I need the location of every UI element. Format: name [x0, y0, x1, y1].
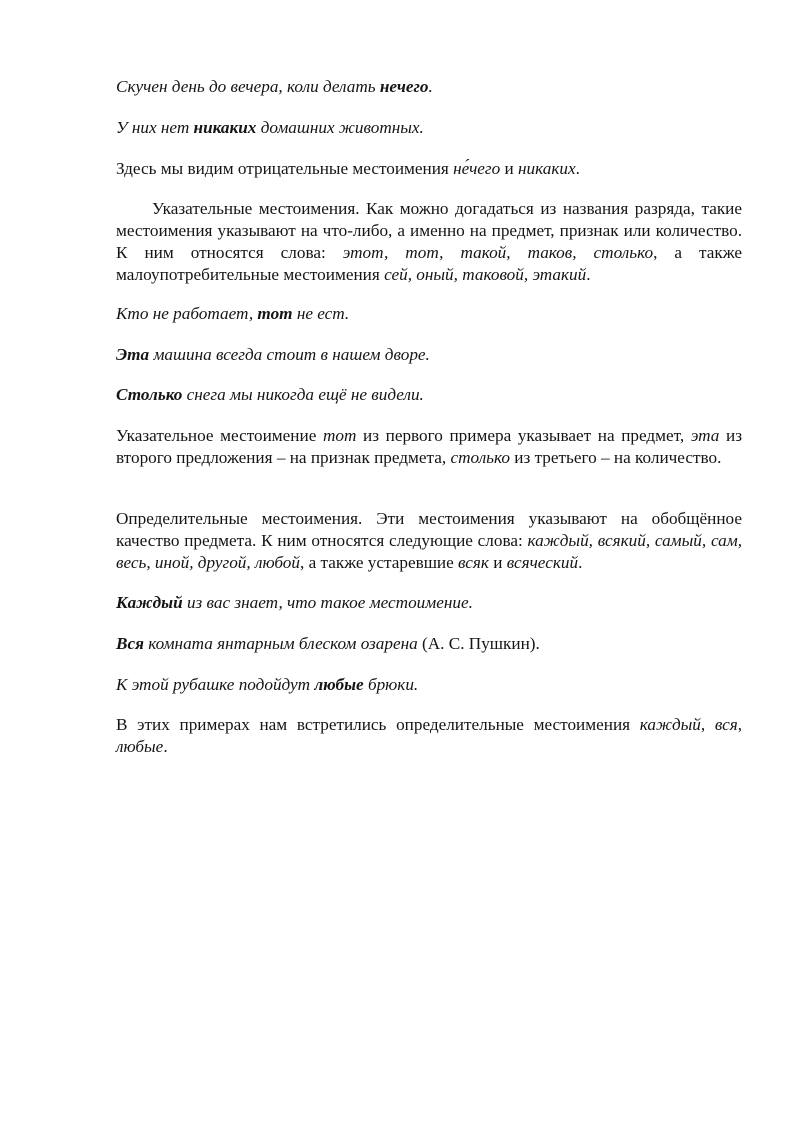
example-paragraph-11: Вся комната янтарным блеском озарена (А. С. Пушкин).: [116, 634, 540, 653]
example-paragraph-12: К этой рубашке подойдут любые брюки.: [116, 675, 419, 694]
example-paragraph-10: Каждый из вас знает, что такое местоимение.: [116, 593, 473, 612]
example-paragraph-1: Скучен день до вечера, коли делать нечего.: [116, 77, 433, 96]
demonstrative-pronouns-paragraph: Указательные местоимения. Как можно догадаться из названия разряда, такие местоимения указывают на что-либо, а именно на предмет, признак или количество. К ним относятся слова: этот, тот, такой, таков, столько, а также малоупотребительные местоимения сей, оный, таковой, этакий.: [116, 199, 743, 284]
determinative-pronouns-paragraph: Определительные местоимения. Эти местоимения указывают на обобщённое качество предмета. К ним относятся следующие слова: каждый, всякий, самый, сам, весь, иной, другой, любой, а также устаревшие всяк и всяческий.: [116, 509, 742, 572]
example-paragraph-2: У них нет никаких домашних животных.: [116, 118, 424, 137]
example-paragraph-6: Эта машина всегда стоит в нашем дворе.: [116, 345, 430, 364]
explanation-paragraph-negative: Здесь мы видим отрицательные местоимения не́чего и никаких.: [116, 159, 580, 178]
explanation-paragraph-determinative: В этих примерах нам встретились определительные местоимения каждый, вся, любые.: [116, 715, 743, 756]
example-paragraph-5: Кто не работает, тот не ест.: [116, 304, 350, 323]
explanation-paragraph-demonstrative: Указательное местоимение тот из первого примера указывает на предмет, эта из второго предложения – на признак предмета, столько из третьего – на количество.: [116, 426, 743, 467]
example-paragraph-7: Столько снега мы никогда ещё не видели.: [116, 385, 424, 404]
